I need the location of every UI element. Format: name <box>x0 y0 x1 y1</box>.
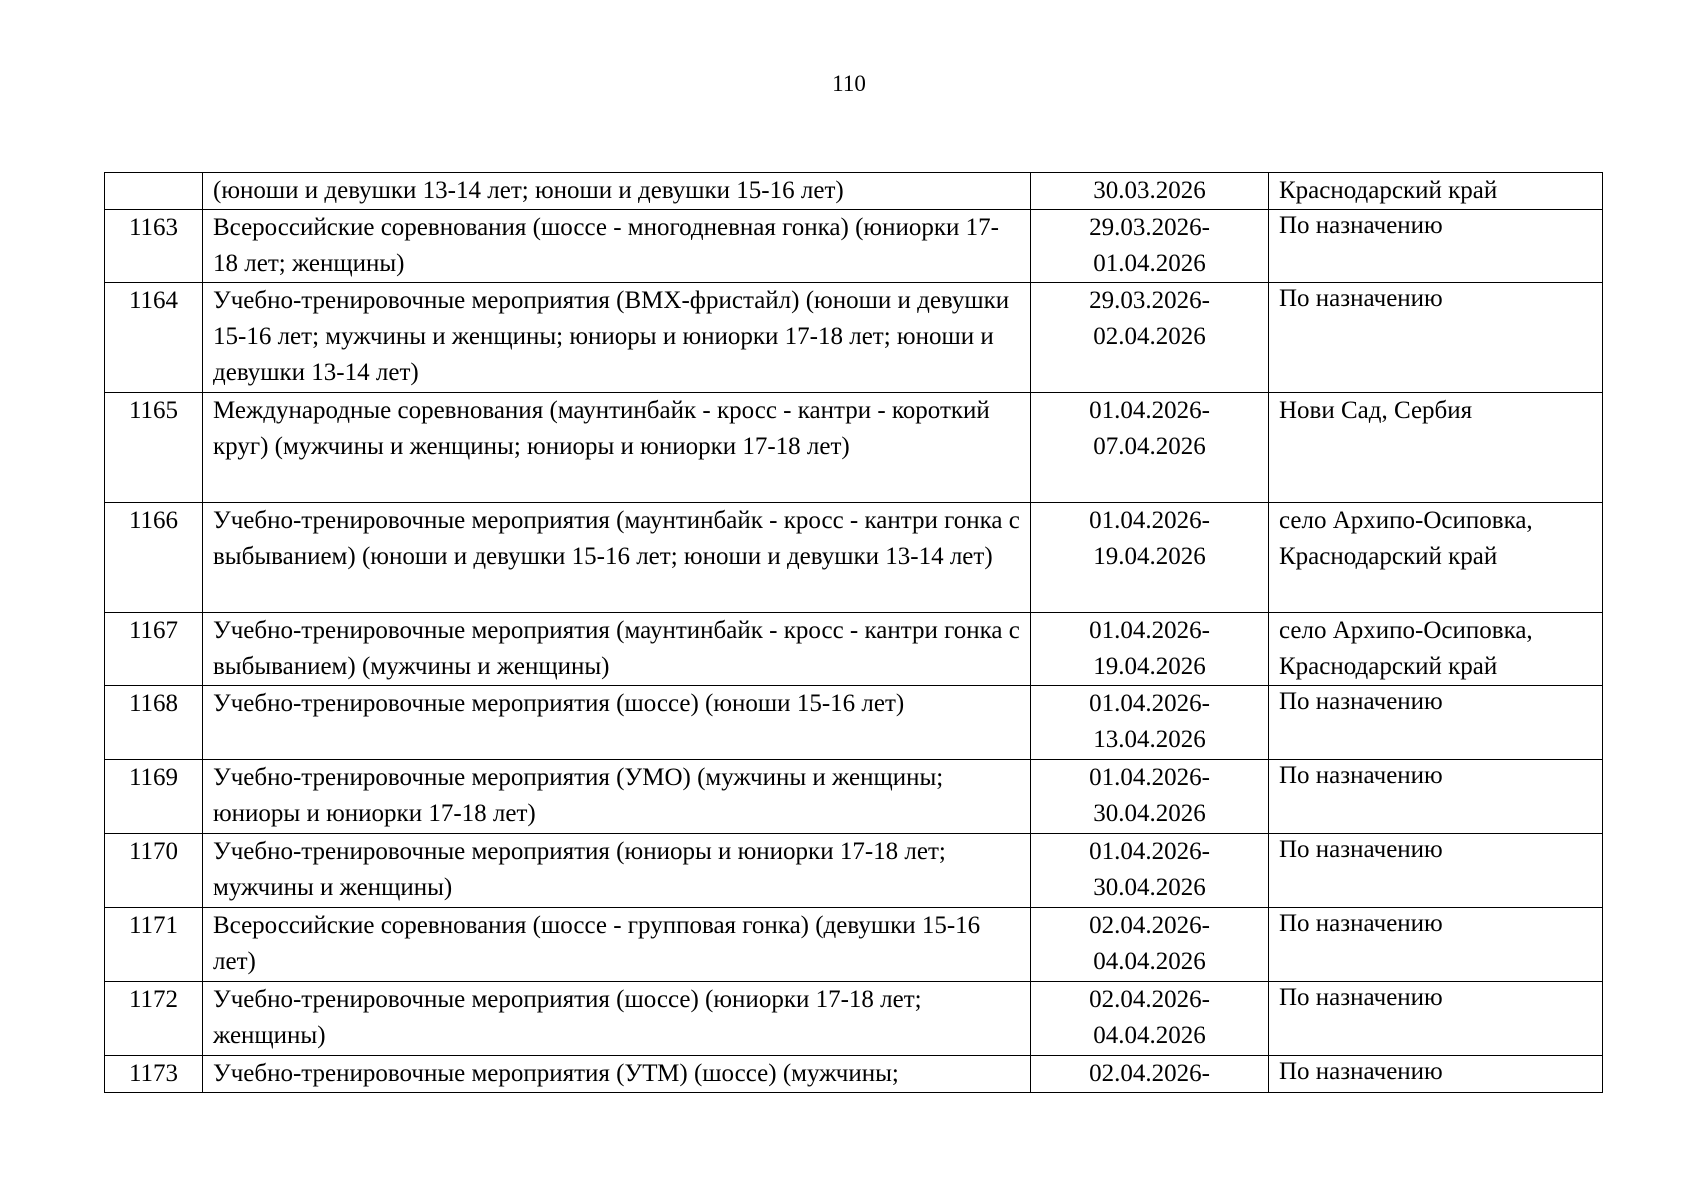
event-name: Международные соревнования (маунтинбайк - кросс - кантри - короткий круг) (мужчины и женщины; юниоры и юниорки 17-18 лет) <box>203 393 1031 503</box>
table-row <box>105 393 1603 503</box>
event-date: 01.04.2026- 19.04.2026 <box>1031 613 1269 686</box>
event-date: 01.04.2026- 19.04.2026 <box>1031 503 1269 613</box>
event-place: По назначению <box>1269 760 1603 834</box>
table-row <box>105 908 1603 982</box>
row-number <box>105 173 203 210</box>
event-name: Учебно-тренировочные мероприятия (УТМ) (шоссе) (мужчины; <box>203 1056 1031 1093</box>
page-number: 110 <box>832 71 866 96</box>
row-number: 1171 <box>105 908 203 982</box>
event-date: 02.04.2026- <box>1031 1056 1269 1093</box>
event-date: 01.04.2026- 07.04.2026 <box>1031 393 1269 503</box>
event-date: 01.04.2026- 13.04.2026 <box>1031 686 1269 760</box>
table-row <box>105 613 1603 686</box>
table-row <box>105 1056 1603 1093</box>
event-name: Учебно-тренировочные мероприятия (маунтинбайк - кросс - кантри гонка с выбыванием) (мужчины и женщины) <box>203 613 1031 686</box>
event-date: 02.04.2026- 04.04.2026 <box>1031 908 1269 982</box>
row-number: 1165 <box>105 393 203 503</box>
row-number: 1163 <box>105 210 203 283</box>
event-place: По назначению <box>1269 686 1603 760</box>
table-row <box>105 760 1603 834</box>
event-name: Учебно-тренировочные мероприятия (шоссе) (юниорки 17-18 лет; женщины) <box>203 982 1031 1056</box>
event-place: Краснодарский край <box>1269 173 1603 210</box>
table-row <box>105 283 1603 393</box>
event-date: 01.04.2026- 30.04.2026 <box>1031 834 1269 908</box>
event-place: По назначению <box>1269 834 1603 908</box>
row-number: 1168 <box>105 686 203 760</box>
event-place: село Архипо-Осиповка, Краснодарский край <box>1269 613 1603 686</box>
event-date: 29.03.2026- 02.04.2026 <box>1031 283 1269 393</box>
event-place: По назначению <box>1269 283 1603 393</box>
event-place: По назначению <box>1269 982 1603 1056</box>
event-name: Учебно-тренировочные мероприятия (шоссе) (юноши 15-16 лет) <box>203 686 1031 760</box>
row-number: 1167 <box>105 613 203 686</box>
event-name: Учебно-тренировочные мероприятия (юниоры и юниорки 17-18 лет; мужчины и женщины) <box>203 834 1031 908</box>
row-number: 1169 <box>105 760 203 834</box>
row-number: 1170 <box>105 834 203 908</box>
events-table <box>104 172 1603 1093</box>
row-number: 1172 <box>105 982 203 1056</box>
event-name: Всероссийские соревнования (шоссе - многодневная гонка) (юниорки 17-18 лет; женщины) <box>203 210 1031 283</box>
row-number: 1166 <box>105 503 203 613</box>
event-place: Нови Сад, Сербия <box>1269 393 1603 503</box>
event-date: 01.04.2026- 30.04.2026 <box>1031 760 1269 834</box>
event-place: По назначению <box>1269 908 1603 982</box>
event-name: (юноши и девушки 13-14 лет; юноши и девушки 15-16 лет) <box>203 173 1031 210</box>
row-number: 1164 <box>105 283 203 393</box>
table-row <box>105 982 1603 1056</box>
event-name: Учебно-тренировочные мероприятия (маунтинбайк - кросс - кантри гонка с выбыванием) (юноши и девушки 15-16 лет; юноши и девушки 13-14 лет) <box>203 503 1031 613</box>
event-name: Учебно-тренировочные мероприятия (УМО) (мужчины и женщины; юниоры и юниорки 17-18 лет) <box>203 760 1031 834</box>
table-row <box>105 503 1603 613</box>
event-place: село Архипо-Осиповка, Краснодарский край <box>1269 503 1603 613</box>
event-date: 30.03.2026 <box>1031 173 1269 210</box>
event-place: По назначению <box>1269 1056 1603 1093</box>
event-date: 02.04.2026- 04.04.2026 <box>1031 982 1269 1056</box>
event-place: По назначению <box>1269 210 1603 283</box>
table-row <box>105 210 1603 283</box>
event-date: 29.03.2026- 01.04.2026 <box>1031 210 1269 283</box>
event-name: Всероссийские соревнования (шоссе - групповая гонка) (девушки 15-16 лет) <box>203 908 1031 982</box>
table-row <box>105 686 1603 760</box>
row-number: 1173 <box>105 1056 203 1093</box>
event-name: Учебно-тренировочные мероприятия (BMX-фристайл) (юноши и девушки 15-16 лет; мужчины и женщины; юниоры и юниорки 17-18 лет; юноши и девушки 13-14 лет) <box>203 283 1031 393</box>
table-row <box>105 834 1603 908</box>
table-row <box>105 173 1603 210</box>
